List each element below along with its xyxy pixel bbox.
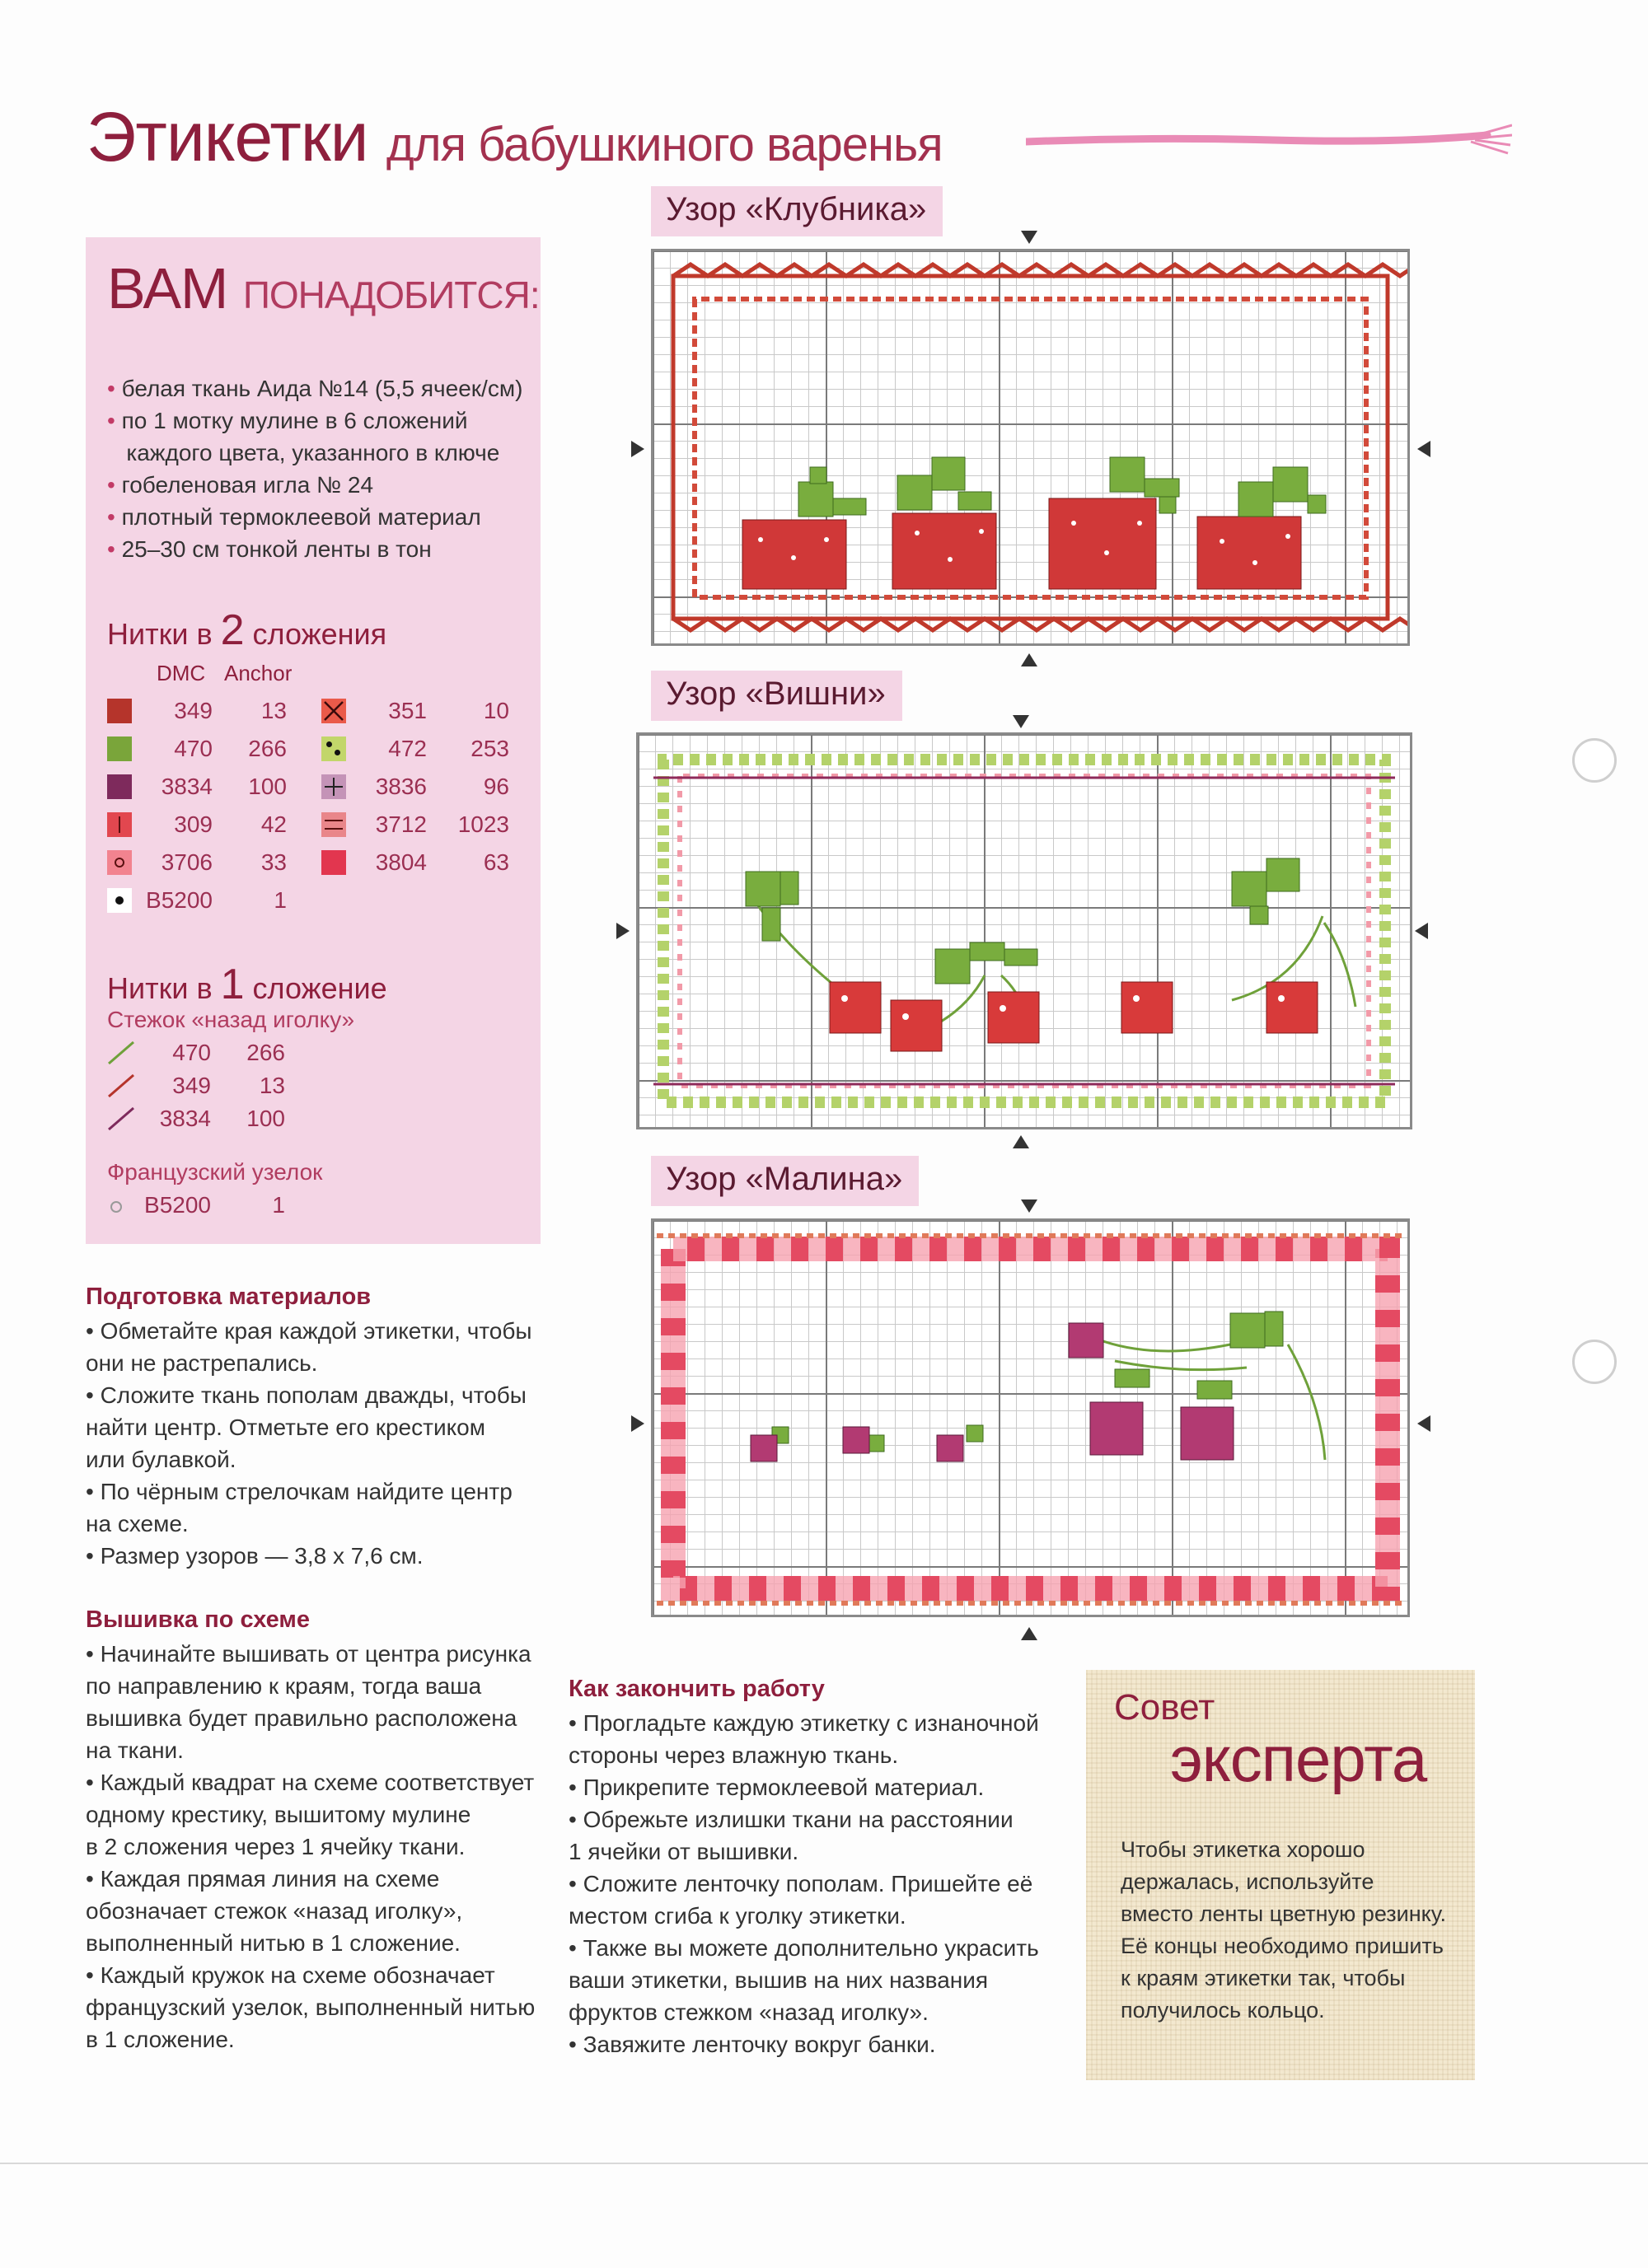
center-arrow-icon [1417, 1415, 1430, 1432]
materials-heading: ВАМ ПОНАДОБИТСЯ: [107, 256, 540, 320]
expert-text: Чтобы этикетка хорошо держалась, используйте вместо ленты цветную резинку. Её концы необходимо пришить к краям этикетки так, чтобы получилось кольцо. [1121, 1837, 1447, 2022]
backstitch-line-icon [107, 1073, 135, 1098]
page-title [87, 97, 943, 177]
key-row: 3834 100 [107, 768, 313, 806]
key-row: 3834 100 [107, 1102, 354, 1135]
key-row: 3804 63 [321, 844, 527, 881]
key-row: 470 266 [107, 1036, 354, 1069]
swatch-472 [321, 737, 346, 761]
swatch-3834 [107, 774, 132, 799]
center-arrow-icon [616, 923, 630, 939]
center-arrow-icon [1021, 231, 1037, 244]
list-item: • гобеленовая игла № 24 [107, 472, 374, 498]
key-row: 351 10 [321, 692, 527, 730]
key-row: 349 13 [107, 1069, 354, 1102]
key-row: 3712 1023 [321, 806, 527, 844]
key2-right-column [321, 692, 527, 881]
strawberry-pattern-label: Узор «Клубника» [651, 186, 943, 236]
key2-left-column [107, 692, 313, 919]
key2-heading: Нитки в 2 сложения [107, 606, 387, 654]
list-item: • плотный термоклеевой материал [107, 504, 481, 530]
swatch-b5200 [107, 888, 132, 913]
center-arrow-icon [1021, 1199, 1037, 1213]
swatch-3712 [321, 812, 346, 837]
key-row: 470 266 [107, 730, 313, 768]
punch-hole [1572, 1340, 1617, 1384]
list-item: • по 1 мотку мулине в 6 сложений [107, 408, 468, 433]
col-dmc: DMC [157, 661, 206, 685]
list-item: каждого цвета, указанного в ключе [126, 440, 500, 465]
key-row: 309 42 [107, 806, 313, 844]
center-arrow-icon [1013, 1135, 1029, 1148]
center-arrow-icon [1021, 653, 1037, 666]
swatch-3836 [321, 774, 346, 799]
backstitch-line-icon [107, 1040, 135, 1065]
key1-rows [107, 1036, 354, 1135]
backstitch-label: Стежок «назад иголку» [107, 1007, 355, 1032]
center-arrow-icon [631, 1415, 644, 1432]
center-arrow-icon [1415, 923, 1428, 939]
expert-heading-big: эксперта [1170, 1723, 1427, 1795]
cherry-pattern-label: Узор «Вишни» [651, 671, 902, 721]
center-arrow-icon [1417, 441, 1430, 457]
knot-label: Французский узелок [107, 1159, 323, 1185]
swatch-3804 [321, 850, 346, 875]
embroidery-heading: Вышивка по схеме [86, 1606, 311, 1633]
thread-decoration [1026, 124, 1512, 157]
swatch-349 [107, 699, 132, 723]
cherry-chart [636, 732, 1412, 1129]
swatch-351 [321, 699, 346, 723]
materials-list [107, 372, 536, 565]
strawberry-chart [651, 249, 1410, 646]
prep-heading: Подготовка материалов [86, 1284, 372, 1310]
title-sub: для бабушкиного варенья [386, 118, 943, 171]
list-item: • 25–30 см тонкой ленты в тон [107, 536, 432, 562]
punch-hole [1572, 738, 1617, 783]
swatch-3706 [107, 850, 132, 875]
key-row: 472 253 [321, 730, 527, 768]
prep-text: • Обметайте края каждой этикетки, чтобы они не растрепались. • Сложите ткань пополам дважды, чтобы найти центр. Отметьте его крестиком или булавкой. • По чёрным стрелочкам найдите центр на схеме. • Размер узоров — 3,8 х 7,6 см. [86, 1318, 532, 1569]
key-row: B5200 1 [107, 881, 313, 919]
embroidery-text: • Начинайте вышивать от центра рисунка по направлению к краям, тогда ваша вышивка будет правильно расположена на ткани. • Каждый квадрат на схеме соответствует одному крестику, вышитому мулине в 2 сложения через 1 ячейку ткани. • Каждая прямая линия на схеме обозначает стежок «назад иголку», выполненный нитью в 1 сложение. • Каждый кружок на схеме обозначает французский узелок, выполненный нитью в 1 сложение. [86, 1641, 536, 2052]
finish-text: • Прогладьте каждую этикетку с изнаночной стороны через влажную ткань. • Прикрепите термоклеевой материал. • Обрежьте излишки ткани на расстоянии 1 ячейки от вышивки. • Сложите ленточку пополам. Пришейте её местом сгиба к уголку этикетки. • Также вы можете дополнительно украсить ваши этикетки, вышив на них названия фруктов стежком «назад иголку». • Завяжите ленточку вокруг банки. [569, 1710, 1039, 2057]
french-knot-icon [110, 1201, 122, 1213]
title-main: Этикетки [87, 98, 368, 175]
list-item: • белая ткань Аида №14 (5,5 ячеек/см) [107, 376, 523, 401]
raspberry-pattern-label: Узор «Малина» [651, 1156, 919, 1206]
swatch-309 [107, 812, 132, 837]
finish-heading: Как закончить работу [569, 1676, 825, 1702]
key-row: 349 13 [107, 692, 313, 730]
key1-heading: Нитки в 1 сложение [107, 961, 387, 1008]
key-row: 3706 33 [107, 844, 313, 881]
center-arrow-icon [631, 441, 644, 457]
raspberry-chart [651, 1218, 1410, 1617]
center-arrow-icon [1013, 715, 1029, 728]
key-row: 3836 96 [321, 768, 527, 806]
backstitch-line-icon [107, 1106, 135, 1131]
key-row: B5200 1 [107, 1186, 354, 1224]
page-edge-line [0, 2163, 1648, 2164]
col-anchor: Anchor [224, 661, 293, 685]
swatch-470 [107, 737, 132, 761]
center-arrow-icon [1021, 1627, 1037, 1640]
expert-heading-small: Совет [1114, 1687, 1215, 1728]
